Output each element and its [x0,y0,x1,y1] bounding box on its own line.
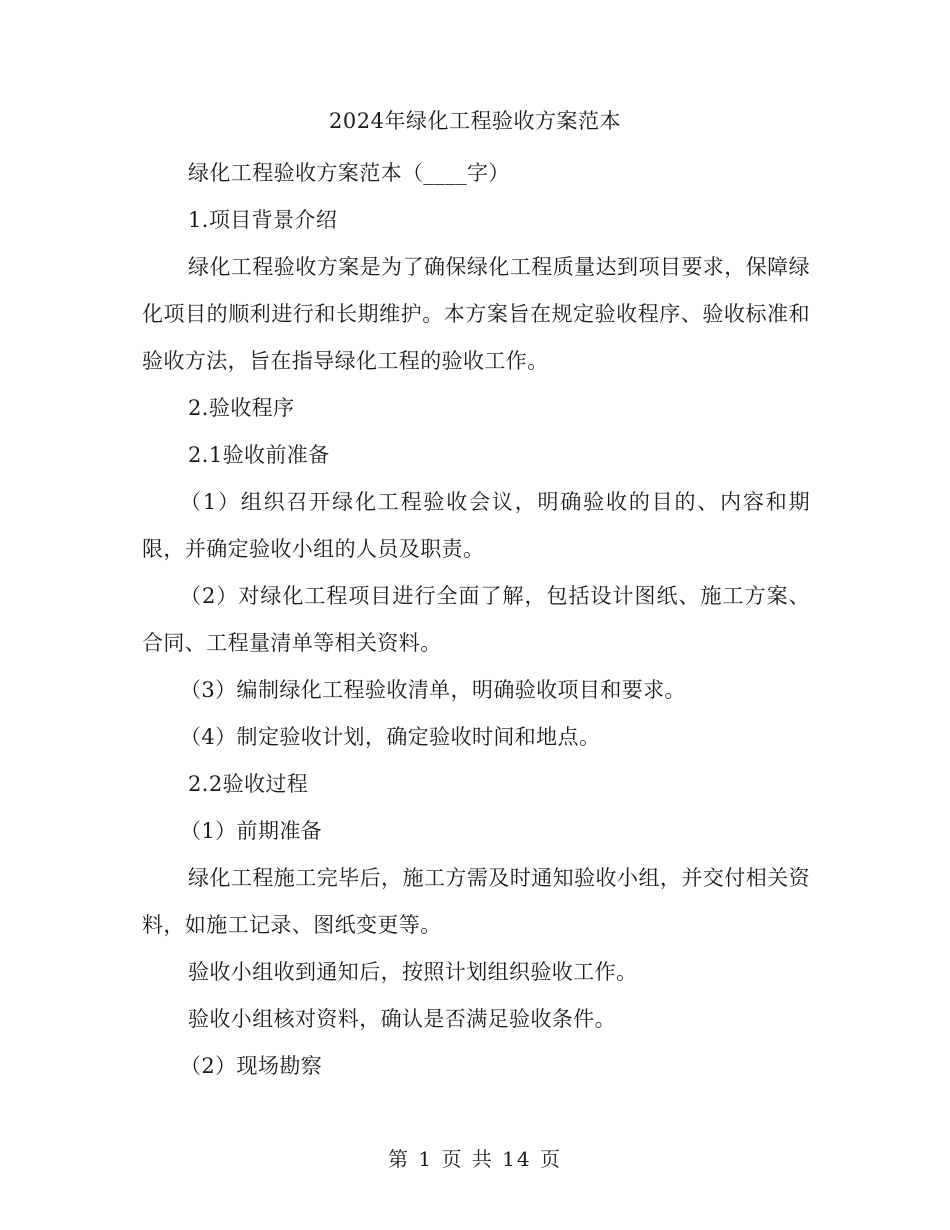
paragraph-subtitle: 绿化工程验收方案范本（____字） [188,161,510,185]
heading-project-background: 1.项目背景介绍 [188,208,338,232]
heading-acceptance-procedure: 2.验收程序 [188,396,295,420]
paragraph-notify: 绿化工程施工完毕后，施工方需及时通知验收小组，并交付相关资料，如施工记录、图纸变更等。 [142,866,810,937]
paragraph-organize: 验收小组收到通知后，按照计划组织验收工作。 [188,960,638,984]
heading-preparation: 2.1验收前准备 [188,443,330,467]
heading-acceptance-process: 2.2验收过程 [188,772,309,796]
page-footer: 第 1 页 共 14 页 [388,1147,562,1171]
subheading-early-preparation: （1）前期准备 [180,819,323,843]
document-body [142,150,810,1090]
paragraph-item-3: （3）编制绿化工程验收清单，明确验收项目和要求。 [180,678,686,702]
document-title: 2024年绿化工程验收方案范本 [329,109,621,133]
paragraph-item-4: （4）制定验收计划，确定验收时间和地点。 [180,725,601,749]
paragraph-item-2: （2）对绿化工程项目进行全面了解，包括设计图纸、施工方案、合同、工程量清单等相关资料。 [142,584,810,655]
paragraph-item-1: （1）组织召开绿化工程验收会议，明确验收的目的、内容和期限，并确定验收小组的人员及职责。 [142,490,810,561]
subheading-site-survey: （2）现场勘察 [180,1054,323,1078]
paragraph-background: 绿化工程验收方案是为了确保绿化工程质量达到项目要求，保障绿化项目的顺利进行和长期维护。本方案旨在规定验收程序、验收标准和验收方法，旨在指导绿化工程的验收工作。 [142,255,810,373]
paragraph-verify: 验收小组核对资料，确认是否满足验收条件。 [188,1007,616,1031]
